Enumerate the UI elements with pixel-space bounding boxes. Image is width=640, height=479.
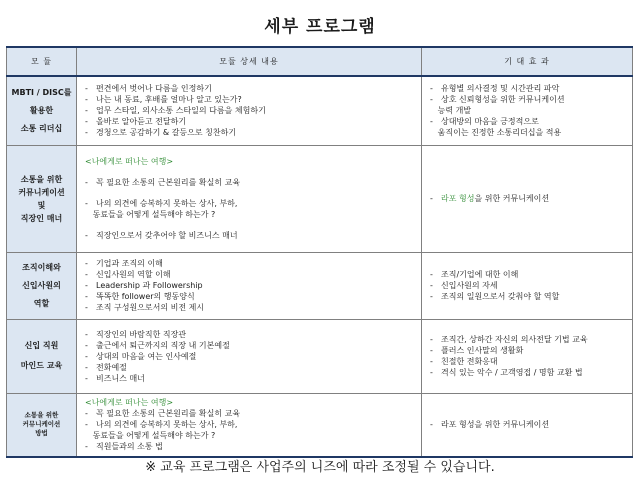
table-row — [7, 319, 633, 393]
list-item: - 신입사원의 역할 이해 — [85, 270, 171, 279]
list-item: - 조직 구성원으로서의 비전 제시 — [85, 303, 205, 312]
list-item: - 나는 내 동료, 후배를 얼마나 알고 있는가? — [85, 95, 242, 105]
module-details — [77, 393, 422, 457]
module-name: 조직이해와 신입사원의 역할 — [7, 252, 77, 319]
module-details — [77, 252, 422, 319]
table-row — [7, 145, 633, 252]
list-item: - 꼭 필요한 소통의 근본원리를 확실히 교육 — [85, 409, 241, 419]
module-name: 소통을 위한 커뮤니케이션 방법 — [7, 393, 77, 457]
list-item: - 올바로 알아듣고 전달하기 — [85, 117, 187, 127]
list-item: - 유형별 의사결정 및 시간관리 파악 — [430, 84, 560, 94]
list-item: - 조직/기업에 대한 이해 — [430, 270, 519, 279]
list-item: - 직원들과의 소통 법 — [85, 442, 163, 452]
list-item: - 꼭 필요한 소통의 근본원리를 확실히 교육 — [85, 178, 241, 187]
program-table — [6, 46, 633, 458]
list-item: - 친절한 전화응대 — [430, 357, 498, 366]
list-item: - 기업과 조직의 이해 — [85, 259, 163, 268]
header-details: 모듈 상세 내용 — [77, 47, 422, 76]
page-title: 세부 프로그램 — [264, 17, 376, 37]
module-details — [77, 76, 422, 145]
module-name: 신입 직원 마인드 교육 — [7, 319, 77, 393]
list-item: - 상대의 마음을 여는 인사예절 — [85, 351, 197, 361]
expected-effects — [422, 319, 633, 393]
list-item: - 업무 스타일, 의사소통 스타일의 다름을 체험하기 — [85, 106, 266, 116]
module-name: 소통을 위한 커뮤니케이션 및 직장인 매너 — [7, 145, 77, 252]
list-item: - 나의 의견에 승복하지 못하는 상사, 부하, 동료들을 어떻게 설득해야 하는가 ? — [85, 199, 238, 219]
expected-effects — [422, 393, 633, 457]
list-item: - 비즈니스 매너 — [85, 373, 145, 383]
table-row — [7, 393, 633, 457]
table-row — [7, 76, 633, 145]
list-item: - 라포 형성을 위한 커뮤니케이션 — [430, 194, 550, 203]
list-item: - 신입사원의 자세 — [430, 281, 498, 290]
expected-effects — [422, 76, 633, 145]
module-subtitle: <나에게로 떠나는 여행> — [85, 398, 174, 408]
list-item: - 전화예절 — [85, 362, 127, 372]
module-name: MBTI / DISC를 활용한 소통 리더십 — [7, 76, 77, 145]
module-details — [77, 145, 422, 252]
list-item: - 격식 있는 악수 / 고객영접 / 명함 교환 법 — [430, 368, 583, 377]
list-item: - 상대방의 마음을 긍정적으로 움직이는 진정한 소통리더십을 적용 — [430, 117, 562, 138]
list-item: - 직장인으로서 갖추어야 할 비즈니스 매너 — [85, 231, 238, 240]
list-item: - Leadership 과 Followership — [85, 281, 203, 290]
module-details — [77, 319, 422, 393]
list-item: - 출근에서 퇴근까지의 직장 내 기본예절 — [85, 340, 230, 350]
table-header-row — [7, 47, 633, 76]
expected-effects — [422, 145, 633, 252]
list-item: - 조직의 일원으로서 갖춰야 할 역할 — [430, 292, 560, 301]
expected-effects — [422, 252, 633, 319]
module-subtitle: <나에게로 떠나는 여행> — [85, 157, 174, 166]
footnote: ※ 교육 프로그램은 사업주의 니즈에 따라 조정될 수 있습니다. — [145, 460, 495, 475]
list-item: - 상호 신뢰형성을 위한 커뮤니케이션 능력 개발 — [430, 95, 565, 116]
highlight-text: 라포 형성 — [441, 194, 475, 203]
table-row — [7, 252, 633, 319]
list-item: - 직장인의 바람직한 직장관 — [85, 329, 187, 339]
list-item: - 편견에서 벗어나 다름을 인정하기 — [85, 84, 212, 94]
list-item: - 나의 의견에 승복하지 못하는 상사, 부하, 동료들을 어떻게 설득해야 하는가 ? — [85, 420, 238, 441]
list-item: - 조직간, 상하간 자신의 의사전달 기법 교육 — [430, 335, 588, 344]
header-module: 모 듈 — [7, 47, 77, 76]
list-item: - 경청으로 공감하기 & 갈등으로 칭찬하기 — [85, 128, 237, 138]
list-item: - 똑똑한 follower의 행동양식 — [85, 292, 195, 301]
list-item: - 플러스 인사말의 생활화 — [430, 346, 524, 355]
header-effects: 기 대 효 과 — [422, 47, 633, 76]
list-item: - 라포 형성을 위한 커뮤니케이션 — [430, 420, 550, 430]
